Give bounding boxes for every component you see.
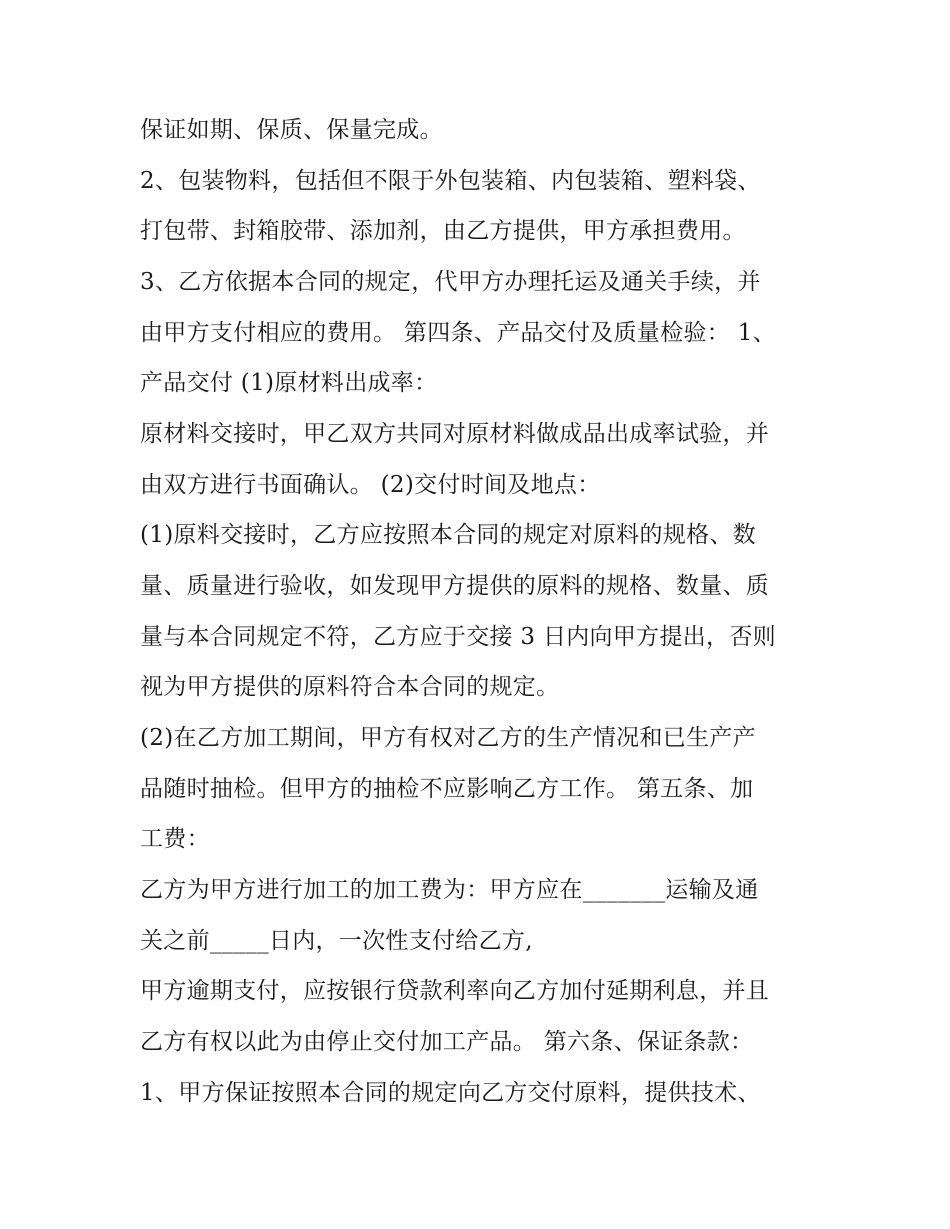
text-line: 3、乙方依据本合同的规定，代甲方办理托运及通关手续，并 [140, 269, 761, 295]
text-line: 量、质量进行验收，如发现甲方提供的原料的规格、数量、质 [140, 573, 770, 599]
text-line: (2)在乙方加工期间，甲方有权对乙方的生产情况和已生产产 [140, 725, 756, 751]
text-line: 打包带、封箱胶带、添加剂，由乙方提供，甲方承担费用。 [140, 218, 746, 244]
text-line: 由甲方支付相应的费用。 第四条、产品交付及质量检验： 1、 [140, 320, 776, 346]
text-line: 由双方进行书面确认。 (2)交付时间及地点： [140, 472, 601, 498]
text-line: 工费： [140, 826, 210, 852]
text-line: 乙方为甲方进行加工的加工费为：甲方应在_______运输及通 [140, 877, 759, 903]
text-line: (1)原料交接时，乙方应按照本合同的规定对原料的规格、数 [140, 522, 756, 548]
text-line: 产品交付 (1)原材料出成率： [140, 370, 438, 396]
text-line: 保证如期、保质、保量完成。 [140, 117, 443, 143]
text-line: 品随时抽检。但甲方的抽检不应影响乙方工作。 第五条、加 [140, 776, 754, 802]
text-line: 关之前_____日内，一次性支付给乙方, [140, 928, 533, 954]
text-line: 视为甲方提供的原料符合本合同的规定。 [140, 674, 560, 700]
text-line: 原材料交接时，甲乙双方共同对原材料做成品出成率试验，并 [140, 421, 770, 447]
text-line: 乙方有权以此为由停止交付加工产品。 第六条、保证条款： [140, 1029, 754, 1055]
text-line: 量与本合同规定不符，乙方应于交接 3 日内向甲方提出，否则 [140, 624, 776, 650]
text-line: 2、包装物料，包括但不限于外包装箱、内包装箱、塑料袋、 [140, 168, 761, 194]
text-line: 1、甲方保证按照本合同的规定向乙方交付原料，提供技术、 [140, 1080, 761, 1106]
text-line: 甲方逾期支付，应按银行贷款利率向乙方加付延期利息，并且 [140, 978, 770, 1004]
